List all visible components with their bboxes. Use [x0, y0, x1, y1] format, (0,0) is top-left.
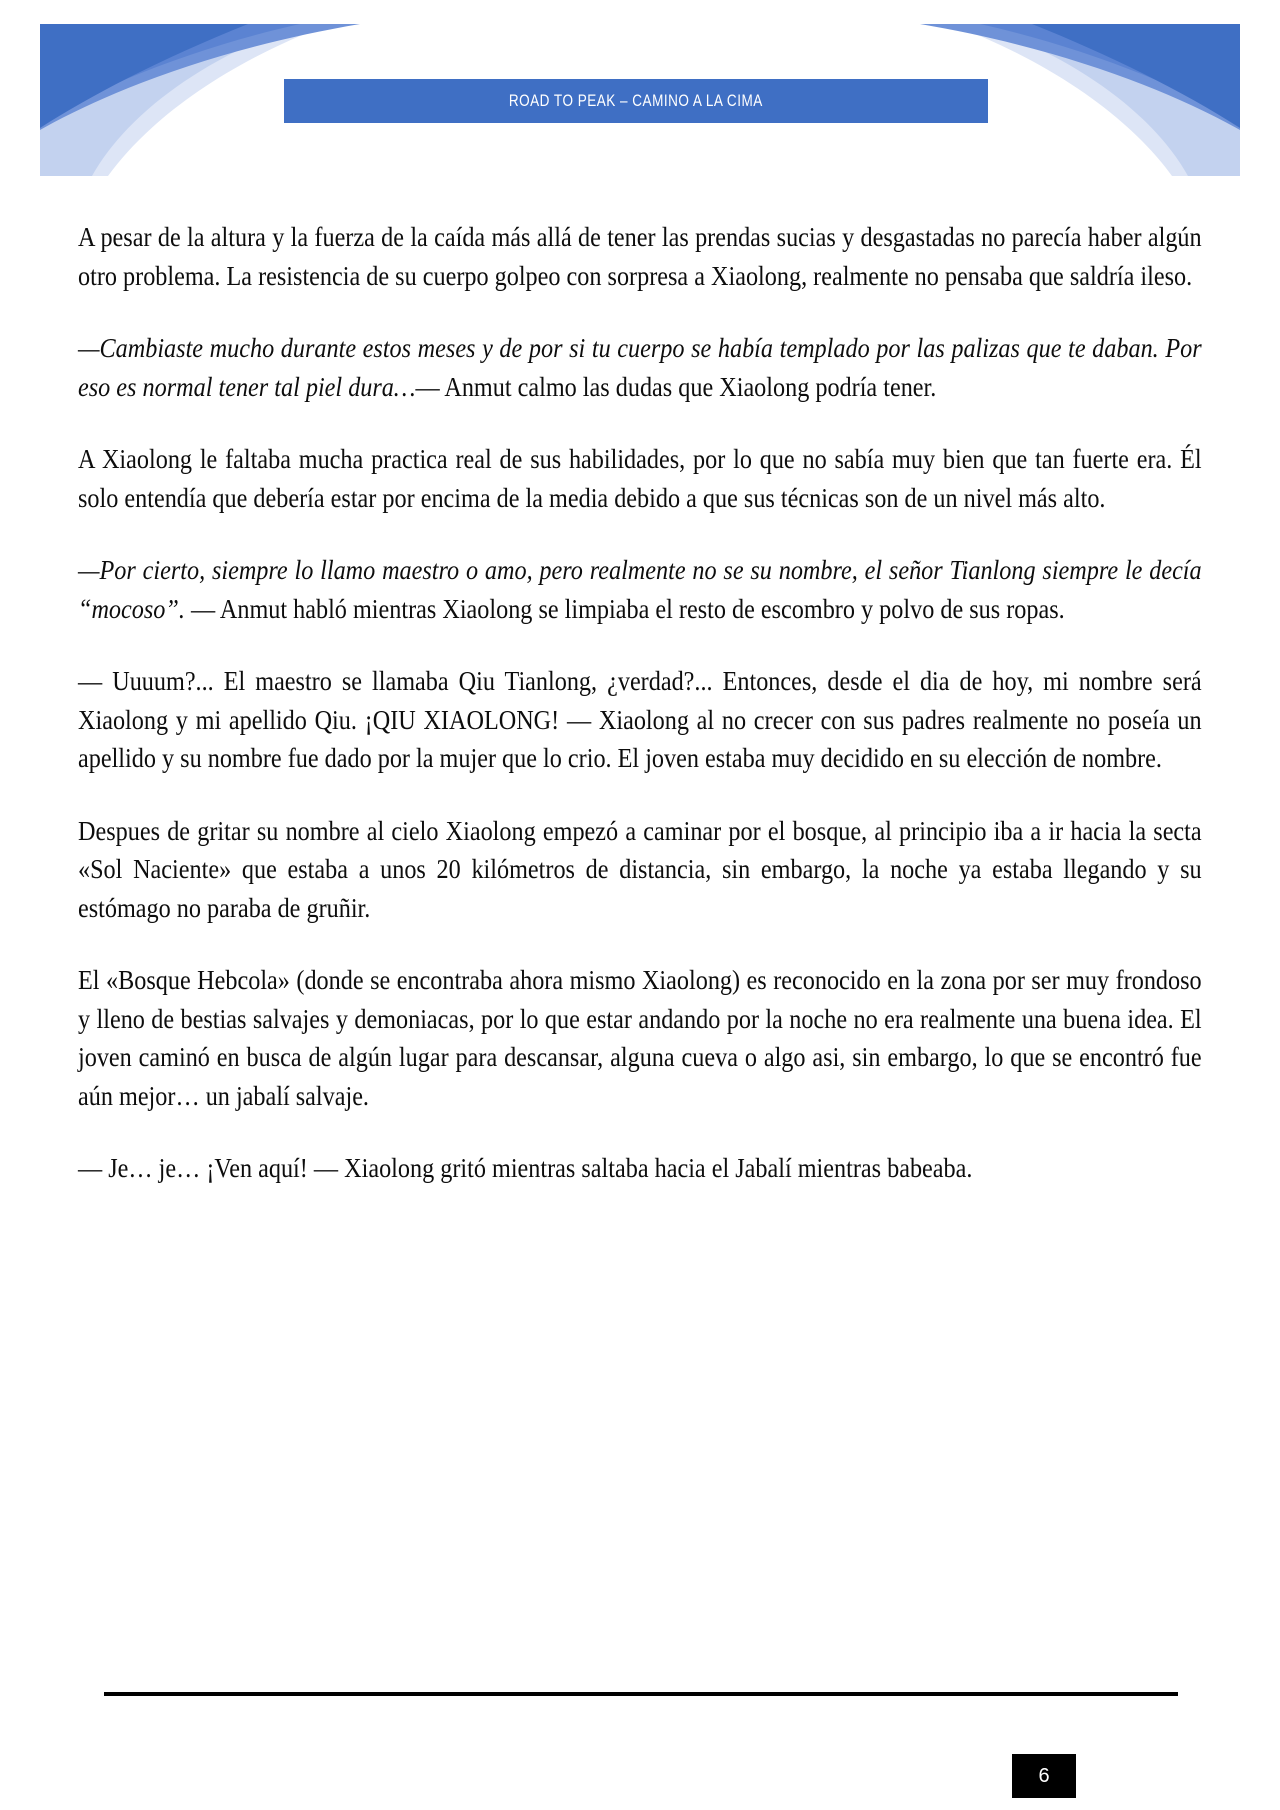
header-title-bar: [284, 79, 988, 123]
paragraph-2-italic: —Cambiaste mucho durante estos meses y de por si tu cuerpo se había templado por las palizas que te daban. Por eso es normal tener tal piel dura…: [78, 332, 1202, 402]
page-number-text: 6: [1038, 1764, 1050, 1787]
paragraph-5: [78, 662, 1202, 778]
paragraph-4-roman: — Anmut habló mientras Xiaolong se limpiaba el resto de escombro y polvo de sus ropas.: [184, 592, 1065, 624]
paragraph-4: [78, 551, 1202, 628]
header-title-text: ROAD TO PEAK – CAMINO A LA CIMA: [509, 91, 763, 110]
page-number-badge: [1012, 1754, 1076, 1798]
paragraph-6: [78, 812, 1202, 928]
paragraph-3-text: A Xiaolong le faltaba mucha practica real de sus habilidades, por lo que no sabía muy bien que tan fuerte era. Él solo entendía que debería estar por encima de la media debido a que sus técnicas son de un nivel más alto.: [78, 443, 1202, 513]
paragraph-4-italic: —Por cierto, siempre lo llamo maestro o amo, pero realmente no se su nombre, el señor Tianlong siempre le decía “mocoso”.: [78, 554, 1202, 624]
paragraph-3: [78, 440, 1202, 517]
paragraph-8-text: — Je… je… ¡Ven aquí! — Xiaolong gritó mientras saltaba hacia el Jabalí mientras babeaba.: [78, 1152, 973, 1183]
paragraph-7: [78, 961, 1202, 1115]
paragraph-2-roman: — Anmut calmo las dudas que Xiaolong podría tener.: [415, 370, 937, 402]
paragraph-1: [78, 218, 1202, 295]
paragraph-6-text: Despues de gritar su nombre al cielo Xiaolong empezó a caminar por el bosque, al principio iba a ir hacia la secta «Sol Naciente» que estaba a unos 20 kilómetros de distancia, sin embargo, la noche ya estaba llegando y su estómago no paraba de gruñir.: [78, 814, 1202, 923]
paragraph-2: [78, 329, 1202, 406]
paragraph-1-text: A pesar de la altura y la fuerza de la caída más allá de tener las prendas sucias y desgastadas no parecía haber algún otro problema. La resistencia de su cuerpo golpeo con sorpresa a Xiaolong, realmente no pensaba que saldría ileso.: [78, 221, 1202, 291]
footer-divider: [104, 1692, 1178, 1696]
paragraph-7-text: El «Bosque Hebcola» (donde se encontraba ahora mismo Xiaolong) es reconocido en la zona por ser muy frondoso y lleno de bestias salvajes y demoniacas, por lo que estar andando por la noche no era realmente una buena idea. El joven caminó en busca de algún lugar para descansar, alguna cueva o algo asi, sin embargo, lo que se encontró fue aún mejor… un jabalí salvaje.: [78, 964, 1202, 1111]
paragraph-8: [78, 1149, 1202, 1188]
paragraph-5-text: — Uuuum?... El maestro se llamaba Qiu Tianlong, ¿verdad?... Entonces, desde el dia de hoy, mi nombre será Xiaolong y mi apellido Qiu. ¡QIU XIAOLONG! — Xiaolong al no crecer con sus padres realmente no poseía un apellido y su nombre fue dado por la mujer que lo crio. El joven estaba muy decidido en su elección de nombre.: [78, 665, 1202, 773]
document-body: [78, 218, 1202, 1188]
